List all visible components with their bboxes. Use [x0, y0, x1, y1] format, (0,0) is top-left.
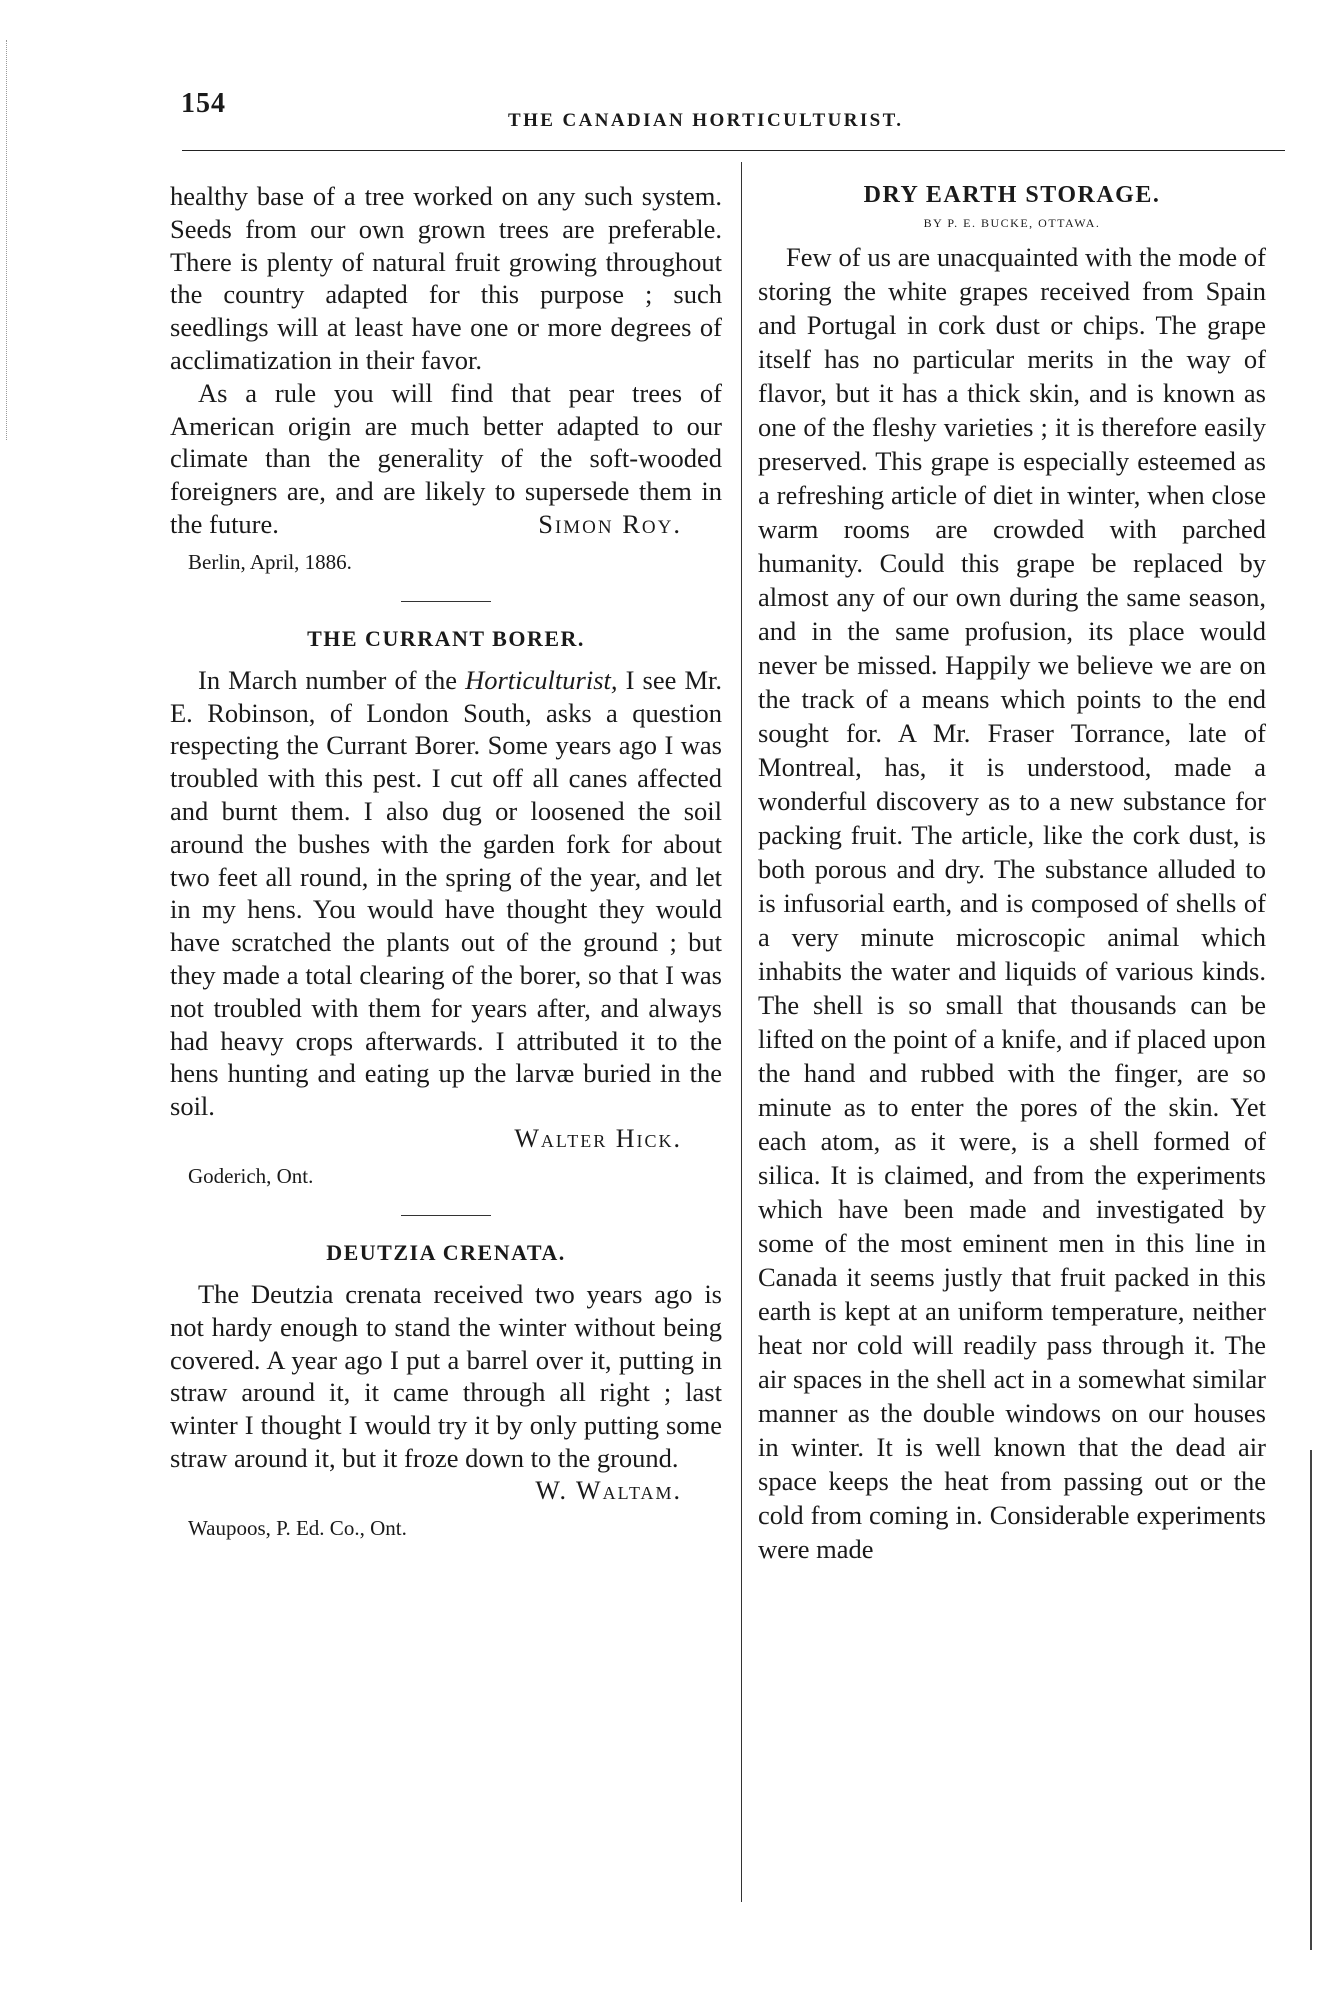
signature-simon-roy: Simon Roy.	[538, 508, 682, 539]
page-number: 154	[181, 88, 226, 119]
place-waupoos: Waupoos, P. Ed. Co., Ont.	[188, 1515, 407, 1540]
section-rule	[401, 601, 491, 602]
column-divider	[741, 162, 742, 1902]
signature-walter-hick: Walter Hick.	[514, 1123, 682, 1153]
article-title-currant-borer: THE CURRANT BORER.	[307, 625, 585, 651]
place-date-berlin: Berlin, April, 1886.	[188, 549, 352, 574]
continuation-paragraph: healthy base of a tree worked on any such system. Seeds from our own grown trees are preferable. There is plenty of natural fruit growing throughout the country adapted for this purpose ; such seedlings will at least have one or more degrees of acclimatization in their favor.	[170, 181, 722, 375]
signature-w-waltam: W. Waltam.	[535, 1475, 682, 1505]
journal-name: Horticulturist,	[465, 664, 618, 695]
scan-edge-line	[1310, 1450, 1312, 1950]
right-column	[758, 180, 1266, 1566]
article-title-dry-earth: DRY EARTH STORAGE.	[863, 182, 1161, 208]
dry-earth-paragraph: Few of us are unacquainted with the mode of storing the white grapes received from Spain and Portugal in cork dust or chips. The grape itself has no particular merits in the way of flavor, but it has a thick skin, and is known as one of the fleshy varieties ; it is therefore easily preserved. This grape is especially esteemed as a refreshing article of diet in winter, when close warm rooms are crowded with parched humanity. Could this grape be replaced by almost any of our own during the same season, and in the same profusion, its place would never be missed. Happily we believe we are on the track of a means which points to the end sought for. A Mr. Fraser Torrance, late of Montreal, has, it is understood, made a wonderful discovery as to a new substance for packing fruit. The article, like the cork dust, is both porous and dry. The substance alluded to is infusorial earth, and is composed of shells of a very minute microscopic animal which inhabits the water and liquids of various kinds. The shell is so small that thousands can be lifted on the point of a knife, and if placed upon the hand and rubbed with the finger, are so minute as to enter the pores of the skin. Yet each atom, as it were, is a shell formed of silica. It is claimed, and from the experiments which have been made and investigated by some of the most eminent men in this line in Canada it seems justly that fruit packed in this earth is kept at an uniform temperature, neither heat nor cold will readily pass through it. The air spaces in the shell act in a somewhat similar manner as the double windows on our houses in winter. It is well known that the dead air space keeps the heat from passing out or the cold from coming in. Considerable experiments were made	[758, 242, 1266, 1564]
left-column	[170, 180, 722, 1543]
place-goderich: Goderich, Ont.	[188, 1163, 314, 1188]
byline: BY P. E. BUCKE, OTTAWA.	[923, 216, 1101, 230]
currant-borer-text-start: In March number of the	[198, 664, 466, 695]
header-rule	[182, 150, 1285, 151]
pear-trees-paragraph	[170, 377, 722, 541]
pear-trees-text: As a rule you will find that pear trees of American origin are much better adapted to our climate than the generality of the soft-wooded foreigners are, and are likely to supersede them in the future.	[170, 377, 722, 539]
section-rule	[401, 1215, 491, 1216]
signature-row	[170, 1123, 722, 1155]
currant-borer-paragraph	[170, 664, 722, 1123]
running-title: THE CANADIAN HORTICULTURIST.	[508, 110, 904, 131]
currant-borer-text-rest: I see Mr. E. Robinson, of London South, asks a question respecting the Currant Borer. Some years ago I was troubled with this pest. I cut off all canes affected and burnt them. I also dug or loosened the soil around the bushes with the garden fork for about two feet all round, in the spring of the year, and let in my hens. You would have thought they would have scratched the plants out of the ground ; but they made a total clearing of the borer, so that I was not troubled with them for years after, and always had heavy crops afterwards. I attributed it to the hens hunting and eating up the larvæ buried in the soil.	[170, 664, 722, 1122]
signature-row	[170, 1475, 722, 1507]
article-title-deutzia: DEUTZIA CRENATA.	[326, 1239, 566, 1265]
scan-edge-marks	[6, 40, 17, 440]
deutzia-paragraph: The Deutzia crenata received two years ago is not hardy enough to stand the winter without being covered. A year ago I put a barrel over it, putting in straw around it, it came through all right ; last winter I thought I would try it by only putting some straw around it, but it froze down to the ground.	[170, 1278, 722, 1473]
